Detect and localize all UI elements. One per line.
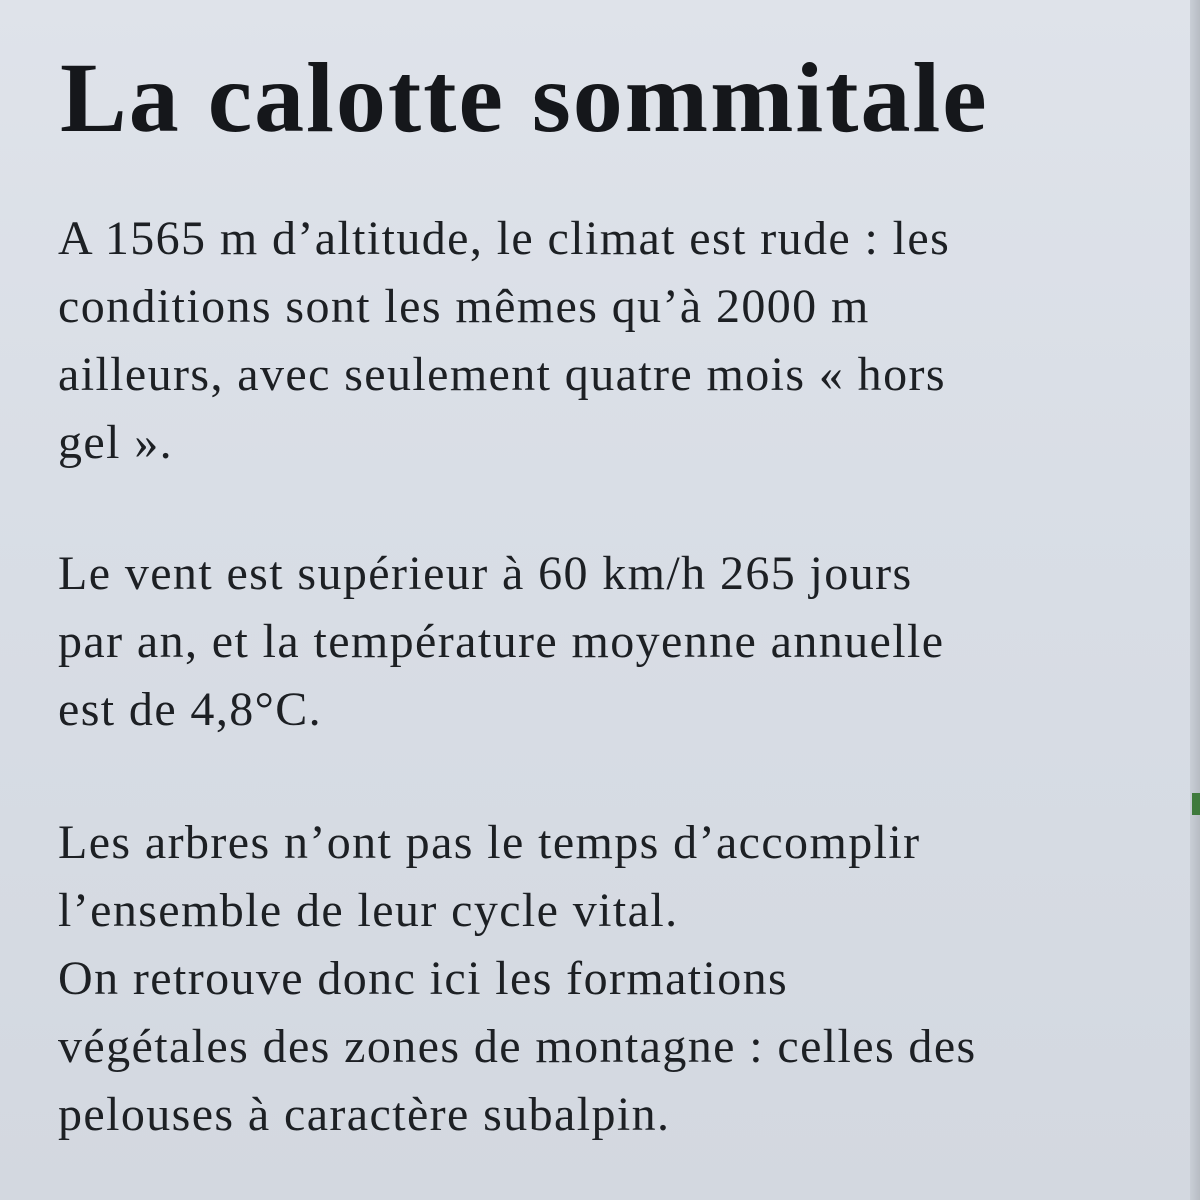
frame-mark: [1192, 793, 1200, 815]
text-line: l’ensemble de leur cycle vital.: [58, 884, 679, 937]
panel-frame-edge: [1190, 0, 1200, 1200]
paragraph-climate: [58, 205, 950, 477]
text-line: ailleurs, avec seulement quatre mois « hors: [58, 348, 946, 401]
paragraph-vegetation: [58, 809, 977, 1149]
text-line: conditions sont les mêmes qu’à 2000 m: [58, 280, 870, 333]
text-line: est de 4,8°C.: [58, 683, 323, 736]
text-line: végétales des zones de montagne : celles des: [58, 1020, 977, 1073]
text-line: pelouses à caractère subalpin.: [58, 1088, 671, 1141]
sign-title: La calotte sommitale: [60, 42, 989, 153]
text-line: On retrouve donc ici les formations: [58, 952, 789, 1005]
text-line: Les arbres n’ont pas le temps d’accomplir: [58, 816, 921, 869]
paragraph-wind: [58, 540, 944, 744]
text-line: gel ».: [58, 416, 174, 469]
text-line: par an, et la température moyenne annuelle: [58, 615, 945, 668]
text-line: A 1565 m d’altitude, le climat est rude : les: [58, 212, 951, 265]
text-line: Le vent est supérieur à 60 km/h 265 jours: [58, 547, 913, 600]
